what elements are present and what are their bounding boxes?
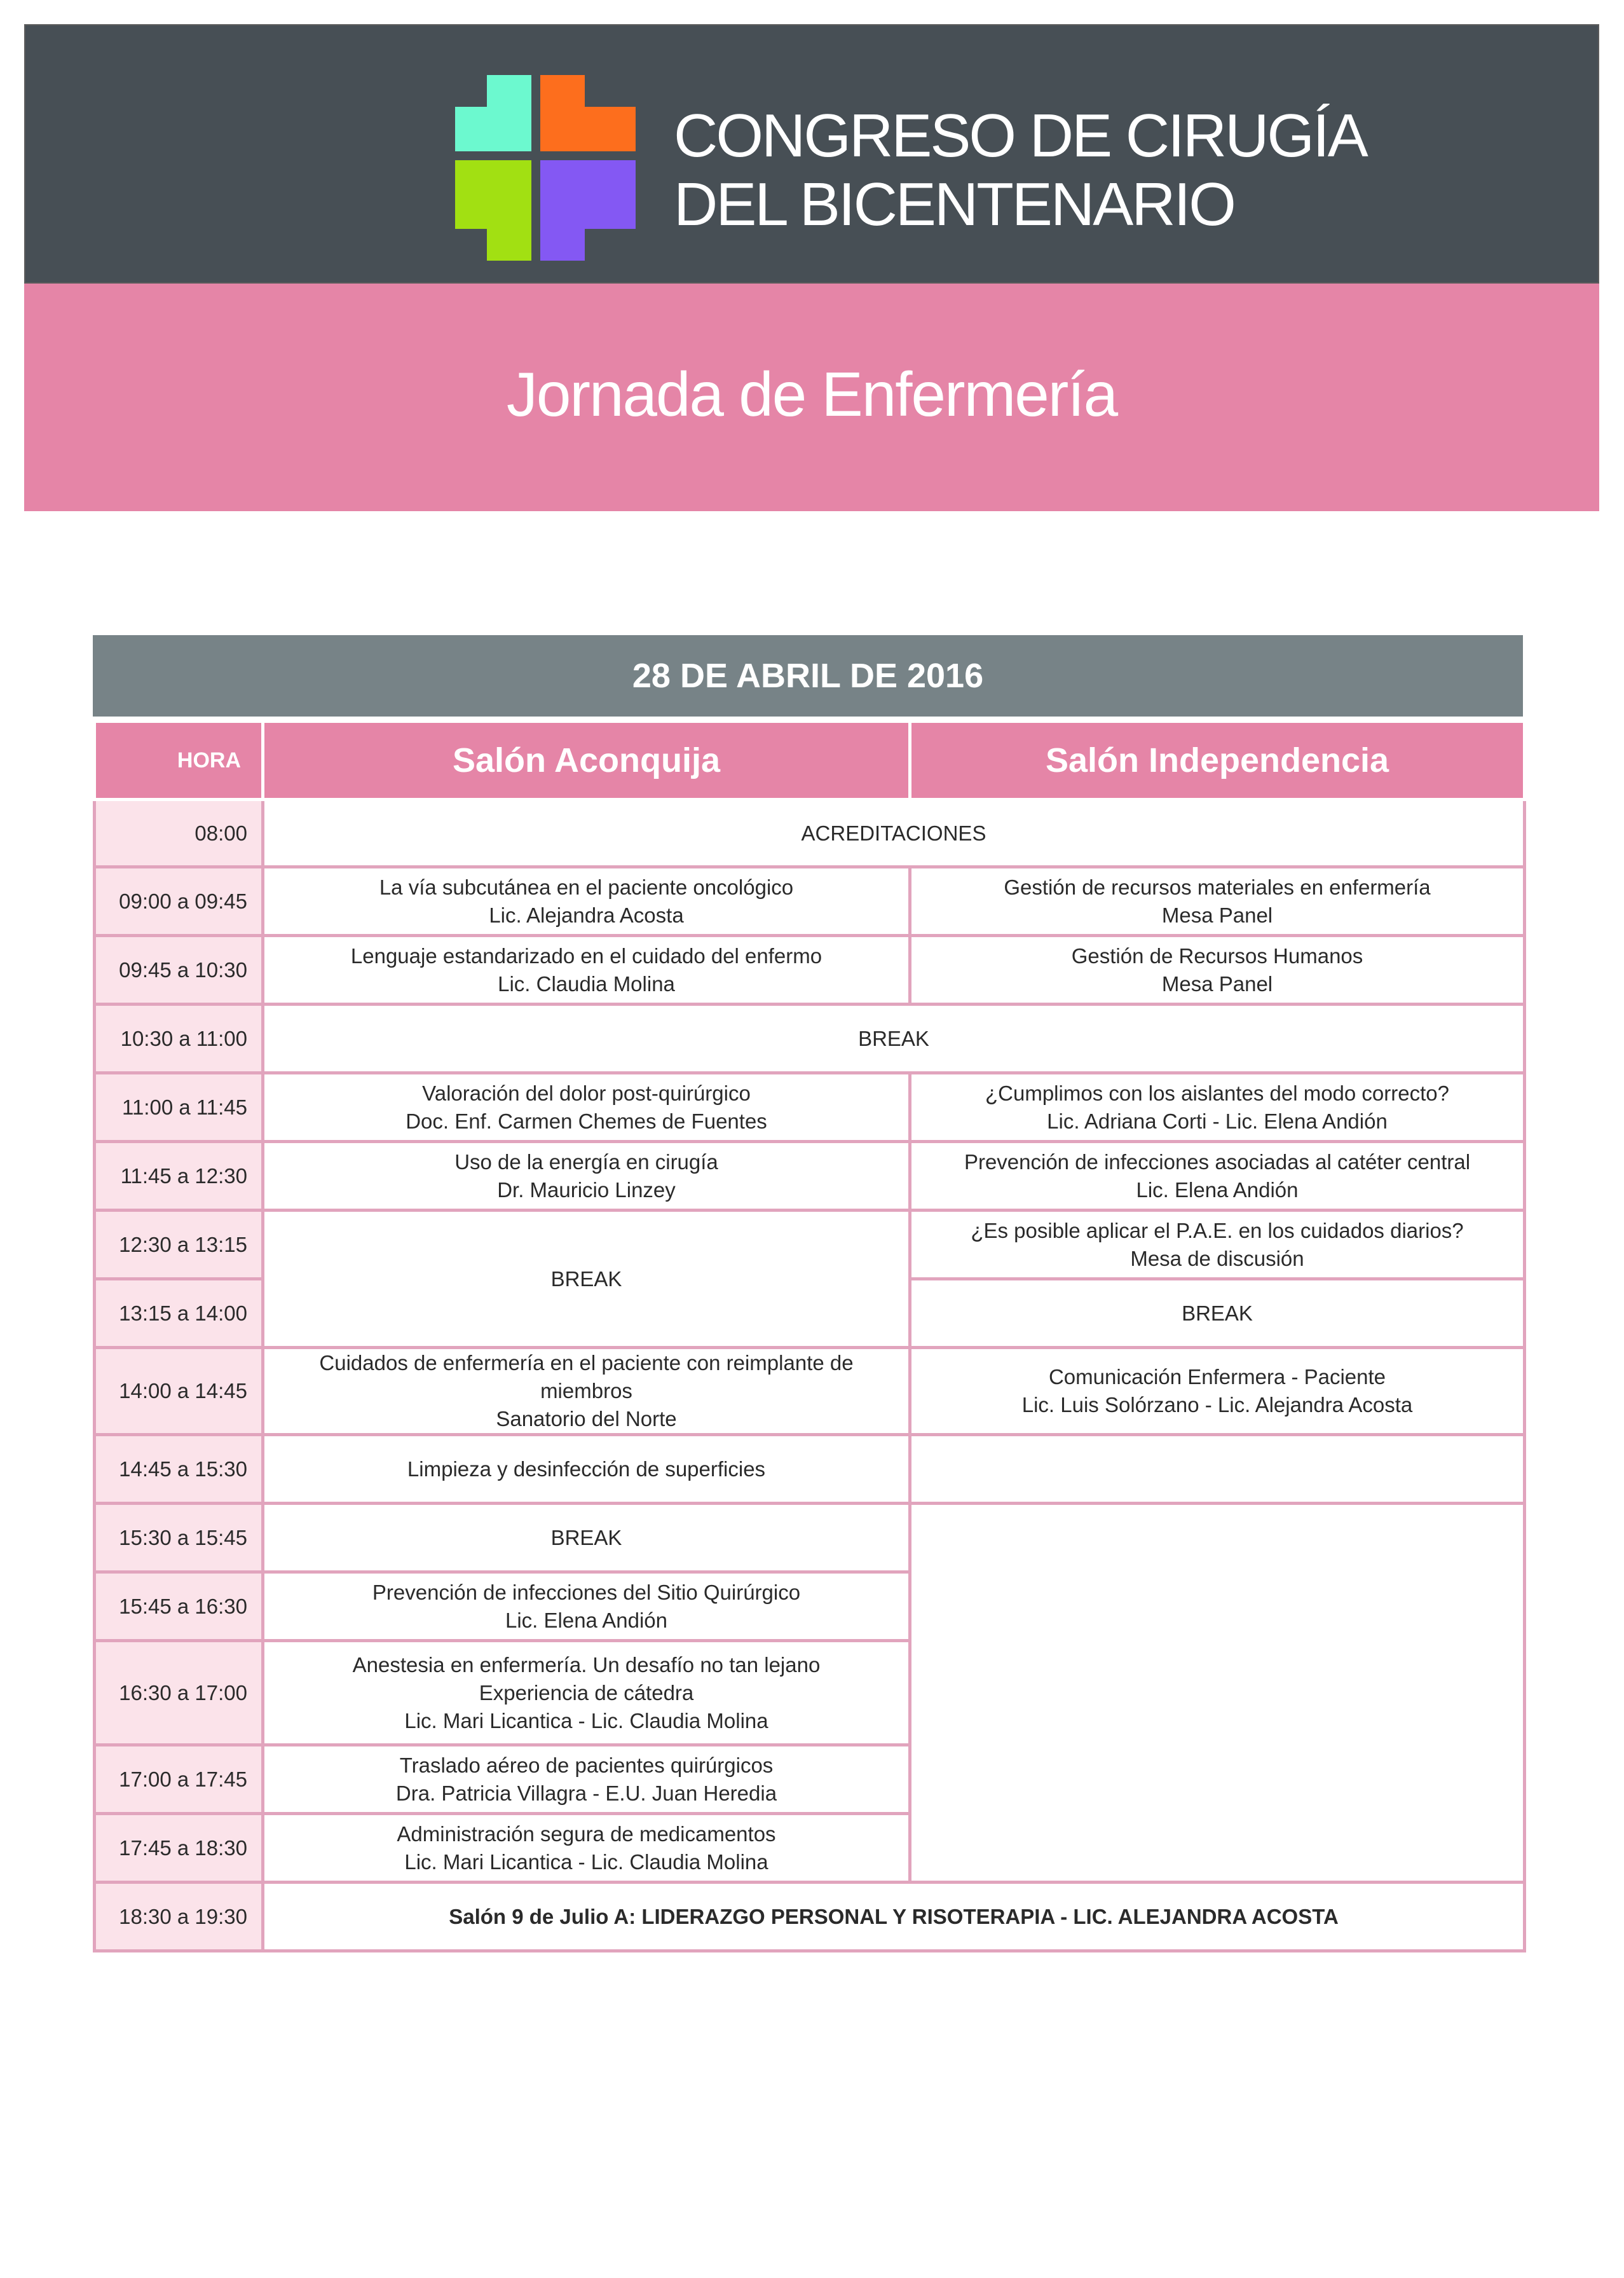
acreditaciones-cell: ACREDITACIONES (263, 800, 1525, 867)
session-speaker: Dra. Patricia Villagra - E.U. Juan Heredia (395, 1781, 777, 1805)
session-cell (263, 936, 910, 1005)
table-row (95, 1073, 1525, 1142)
time-cell: 11:45 a 12:30 (95, 1142, 263, 1211)
session-speaker: Sanatorio del Norte (496, 1407, 677, 1431)
session-cell (263, 1814, 910, 1883)
break-cell: BREAK (263, 1005, 1525, 1073)
session-speaker: Mesa Panel (1161, 903, 1273, 927)
break-cell: BREAK (263, 1211, 910, 1348)
table-row (95, 1348, 1525, 1435)
session-title: ¿Es posible aplicar el P.A.E. en los cuidados diarios? (971, 1218, 1464, 1242)
event-title: Jornada de Enfermería (506, 359, 1117, 429)
session-cell (910, 867, 1525, 936)
hora-header: HORA (95, 722, 263, 800)
session-cell (263, 867, 910, 936)
session-title: Gestión de Recursos Humanos (1071, 943, 1363, 968)
logo-cross-purple (540, 160, 636, 261)
empty-cell (910, 1504, 1525, 1883)
time-cell: 17:45 a 18:30 (95, 1814, 263, 1883)
session-cell (910, 1073, 1525, 1142)
session-title: Uso de la energía en cirugía (454, 1149, 718, 1174)
time-cell: 14:45 a 15:30 (95, 1435, 263, 1504)
session-speaker: Mesa Panel (1161, 971, 1273, 996)
table-row (95, 1211, 1525, 1279)
salon-independencia-header: Salón Independencia (910, 722, 1525, 800)
session-title: Prevención de infecciones asociadas al catéter central (964, 1149, 1471, 1174)
table-row (95, 867, 1525, 936)
session-speaker: Lic. Adriana Corti - Lic. Elena Andión (1047, 1109, 1388, 1133)
time-cell: 15:30 a 15:45 (95, 1504, 263, 1572)
session-title: Prevención de infecciones del Sitio Quirúrgico (372, 1580, 801, 1604)
session-title: Lenguaje estandarizado en el cuidado del enfermo (350, 943, 822, 968)
session-speaker: Lic. Mari Licantica - Lic. Claudia Molina (404, 1849, 768, 1874)
session-speaker: Lic. Elena Andión (505, 1608, 668, 1632)
break-cell: BREAK (263, 1504, 910, 1572)
event-banner (24, 284, 1599, 511)
session-speaker: Doc. Enf. Carmen Chemes de Fuentes (406, 1109, 767, 1133)
session-cell (263, 1641, 910, 1745)
schedule-date: 28 DE ABRIL DE 2016 (93, 635, 1523, 717)
empty-cell (910, 1435, 1525, 1504)
session-speaker: Lic. Claudia Molina (498, 971, 675, 996)
session-cell: Limpieza y desinfección de superficies (263, 1435, 910, 1504)
session-title: Traslado aéreo de pacientes quirúrgicos (399, 1753, 774, 1777)
time-cell: 10:30 a 11:00 (95, 1005, 263, 1073)
session-cell (263, 1572, 910, 1641)
salon-aconquija-header: Salón Aconquija (263, 722, 910, 800)
table-row (95, 800, 1525, 867)
logo-cross-teal (455, 75, 531, 151)
session-cell (263, 1073, 910, 1142)
table-row (95, 1504, 1525, 1572)
session-speaker: Dr. Mauricio Linzey (497, 1177, 676, 1202)
session-cell (910, 936, 1525, 1005)
table-row (95, 936, 1525, 1005)
header-band (24, 24, 1599, 284)
time-cell: 13:15 a 14:00 (95, 1279, 263, 1348)
logo-cross-green (455, 160, 531, 261)
session-title: Valoración del dolor post-quirúrgico (422, 1081, 751, 1105)
session-title: Comunicación Enfermera - Paciente (1048, 1365, 1386, 1389)
session-title: Anestesia en enfermería. Un desafío no tan lejano (352, 1652, 821, 1677)
session-cell (910, 1211, 1525, 1279)
schedule-table (93, 720, 1526, 1952)
time-cell: 17:00 a 17:45 (95, 1745, 263, 1814)
table-row (95, 1142, 1525, 1211)
session-cell (910, 1348, 1525, 1435)
time-cell: 09:45 a 10:30 (95, 936, 263, 1005)
session-cell (263, 1745, 910, 1814)
session-subtitle: Experiencia de cátedra (479, 1680, 694, 1705)
session-title: Cuidados de enfermería en el paciente con reimplante de miembros (319, 1351, 854, 1403)
time-cell: 18:30 a 19:30 (95, 1883, 263, 1951)
closing-session-cell: Salón 9 de Julio A: LIDERAZGO PERSONAL Y RISOTERAPIA - LIC. ALEJANDRA ACOSTA (263, 1883, 1525, 1951)
break-cell: BREAK (910, 1279, 1525, 1348)
session-speaker: Lic. Mari Licantica - Lic. Claudia Molina (404, 1708, 768, 1733)
time-cell: 12:30 a 13:15 (95, 1211, 263, 1279)
congress-title (674, 102, 1367, 239)
time-cell: 09:00 a 09:45 (95, 867, 263, 936)
time-cell: 15:45 a 16:30 (95, 1572, 263, 1641)
session-speaker: Lic. Alejandra Acosta (489, 903, 684, 927)
congress-title-line1: CONGRESO DE CIRUGÍA (674, 102, 1367, 170)
session-title: Administración segura de medicamentos (397, 1822, 776, 1846)
session-speaker: Lic. Luis Solórzano - Lic. Alejandra Acosta (1021, 1393, 1413, 1417)
table-row (95, 1883, 1525, 1951)
session-cell (263, 1348, 910, 1435)
time-cell: 14:00 a 14:45 (95, 1348, 263, 1435)
congress-title-line2: DEL BICENTENARIO (674, 170, 1234, 238)
table-row (95, 1005, 1525, 1073)
table-row (95, 1435, 1525, 1504)
time-cell: 08:00 (95, 800, 263, 867)
session-speaker: Mesa de discusión (1130, 1246, 1304, 1270)
session-title: La vía subcutánea en el paciente oncológico (379, 875, 794, 899)
time-cell: 16:30 a 17:00 (95, 1641, 263, 1745)
session-cell (263, 1142, 910, 1211)
schedule-header-row (95, 722, 1525, 800)
session-speaker: Lic. Elena Andión (1136, 1177, 1299, 1202)
logo-cross-orange (540, 75, 636, 151)
time-cell: 11:00 a 11:45 (95, 1073, 263, 1142)
session-title: ¿Cumplimos con los aislantes del modo correcto? (985, 1081, 1449, 1105)
session-title: Gestión de recursos materiales en enfermería (1004, 875, 1431, 899)
session-cell (910, 1142, 1525, 1211)
congress-cross-logo (455, 75, 636, 261)
